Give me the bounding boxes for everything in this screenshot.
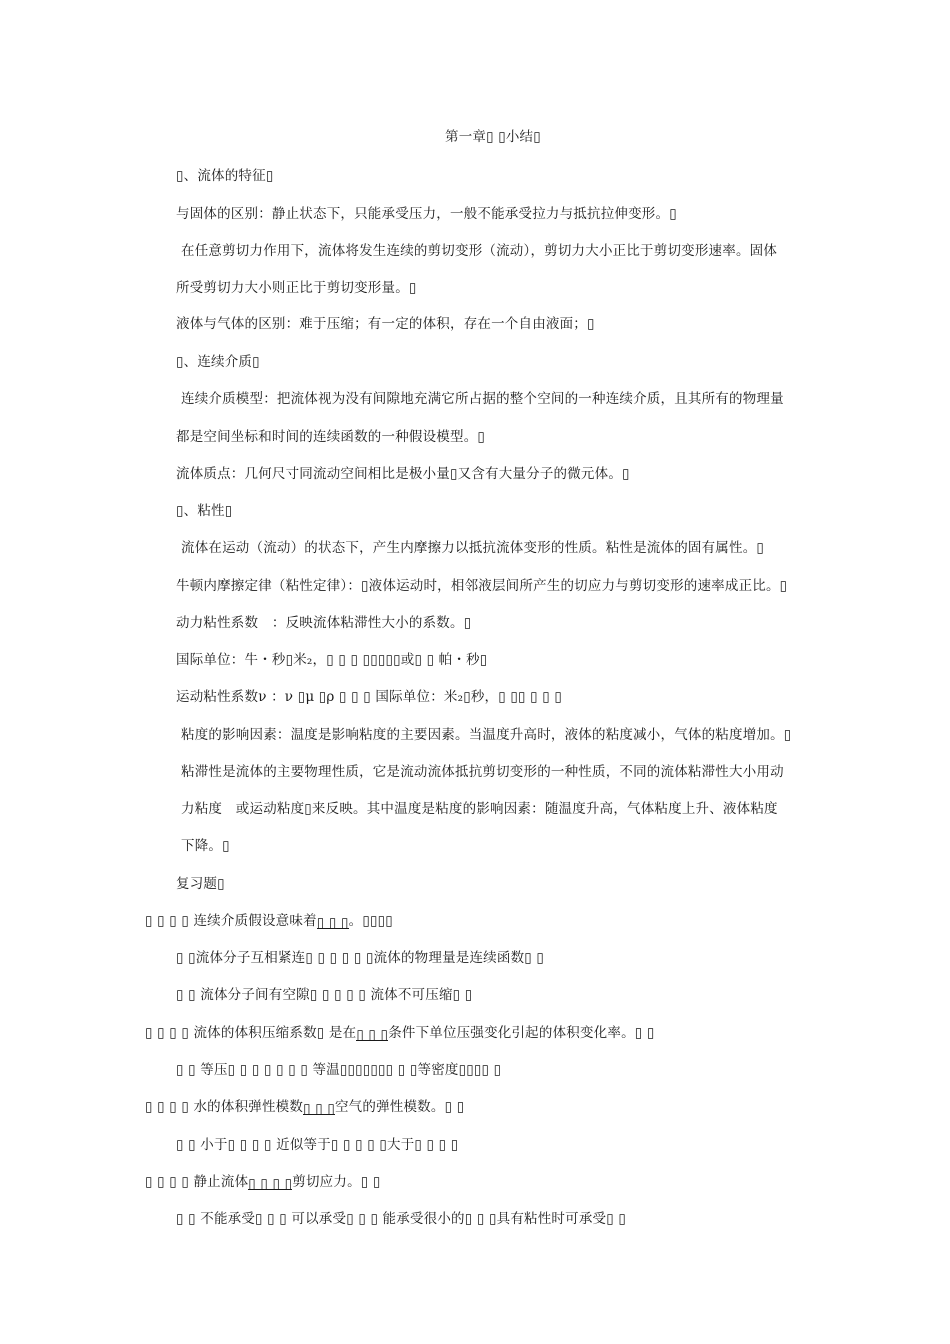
paragraph-dynamic-viscosity: 动力粘性系数 ：反映流体粘滞性大小的系数。▯ (176, 615, 472, 631)
review-heading: 复习题▯ (176, 876, 225, 892)
question-2-blank: ▯ ▯ ▯ (356, 1027, 389, 1043)
question-3-blank: ▯ ▯ ▯ (303, 1101, 335, 1117)
paragraph-shear-line1: 在任意剪切力作用下，流体将发生连续的剪切变形（流动），剪切力大小正比于剪切变形速率。固体 (181, 243, 778, 259)
paragraph-newton-law: 牛顿内摩擦定律（粘性定律）：▯液体运动时，相邻液层间所产生的切应力与剪切变形的速率成正比。▯ (176, 578, 788, 594)
question-2 (145, 1024, 655, 1042)
chapter-title: 第一章▯ ▯小结▯ (445, 129, 541, 145)
section-heading-viscosity: ▯、粘性▯ (176, 503, 233, 519)
question-2-options: ▯ ▯ 等压▯ ▯ ▯ ▯ ▯ ▯ ▯ 等温▯▯▯▯▯▯▯ ▯ ▯等密度▯▯▯▯ ▯ (176, 1062, 502, 1078)
paragraph-viscosity-summary-line2: 力粘度 或运动粘度▯来反映。其中温度是粘度的影响因素：随温度升高，气体粘度上升、液体粘度 (181, 801, 778, 817)
question-4-options: ▯ ▯ 不能承受▯ ▯ ▯ 可以承受▯ ▯ ▯ 能承受很小的▯ ▯ ▯具有粘性时可承受▯ ▯ (176, 1211, 626, 1227)
paragraph-viscosity-summary-line1: 粘滞性是流体的主要物理性质，它是流动流体抵抗剪切变形的一种性质，不同的流体粘滞性大小用动 (181, 764, 784, 780)
paragraph-continuum-line2: 都是空间坐标和时间的连续函数的一种假设模型。▯ (176, 429, 486, 445)
question-1-tail: 。▯▯▯▯ (348, 913, 393, 929)
paragraph-shear-line2: 所受剪切力大小则正比于剪切变形量。▯ (176, 280, 417, 296)
question-4-blank: ▯ ▯ ▯ ▯ (248, 1176, 293, 1192)
question-1-blank: ▯ ▯ ▯ (316, 915, 349, 931)
question-3-tail: 空气的弹性模数。▯ ▯ (334, 1099, 465, 1115)
question-4-text: ▯ ▯ ▯ ▯ 静止流体 (145, 1174, 249, 1190)
section-heading-fluid-features: ▯、流体的特征▯ (176, 168, 274, 184)
paragraph-kinematic-viscosity: 运动粘性系数ν ：ν ▯μ ▯ρ ▯ ▯ ▯ 国际单位：米₂▯秒，▯ ▯▯ ▯ ▯ ▯ (176, 689, 562, 705)
question-3-options: ▯ ▯ 小于▯ ▯ ▯ ▯ 近似等于▯ ▯ ▯ ▯ ▯大于▯ ▯ ▯ ▯ (176, 1137, 459, 1153)
question-1-text: ▯ ▯ ▯ ▯ 连续介质假设意味着 (145, 913, 317, 929)
question-3 (145, 1098, 464, 1116)
paragraph-si-unit-dynamic: 国际单位：牛・秒▯米₂，▯ ▯ ▯ ▯▯▯▯▯或▯ ▯ 帕・秒▯ (176, 652, 488, 668)
question-1-options-row2: ▯ ▯ 流体分子间有空隙▯ ▯ ▯ ▯ ▯ 流体不可压缩▯ ▯ (176, 987, 473, 1003)
question-3-text: ▯ ▯ ▯ ▯ 水的体积弹性模数 (145, 1099, 304, 1115)
question-1 (145, 912, 393, 930)
question-2-tail: 条件下单位压强变化引起的体积变化率。▯ ▯ (388, 1025, 655, 1041)
paragraph-solid-difference: 与固体的区别：静止状态下，只能承受压力，一般不能承受拉力与抵抗拉伸变形。▯ (176, 206, 677, 222)
paragraph-viscosity-definition: 流体在运动（流动）的状态下，产生内摩擦力以抵抗流体变形的性质。粘性是流体的固有属性。▯ (181, 540, 765, 556)
paragraph-viscosity-summary-line3: 下降。▯ (181, 838, 230, 854)
question-2-text: ▯ ▯ ▯ ▯ 流体的体积压缩系数▯ 是在 (145, 1025, 357, 1041)
paragraph-continuum-line1: 连续介质模型：把流体视为没有间隙地充满它所占据的整个空间的一种连续介质，且其所有的物理量 (181, 391, 784, 407)
question-4 (145, 1173, 381, 1191)
question-1-options-row1: ▯ ▯流体分子互相紧连▯ ▯ ▯ ▯ ▯ ▯流体的物理量是连续函数▯ ▯ (176, 950, 545, 966)
paragraph-viscosity-factors: 粘度的影响因素：温度是影响粘度的主要因素。当温度升高时，液体的粘度减小，气体的粘度增加。▯ (181, 727, 792, 743)
paragraph-fluid-particle: 流体质点：几何尺寸同流动空间相比是极小量▯又含有大量分子的微元体。▯ (176, 466, 630, 482)
section-heading-continuum: ▯、连续介质▯ (176, 354, 260, 370)
question-4-tail: 剪切应力。▯ ▯ (292, 1174, 381, 1190)
paragraph-liquid-gas: 液体与气体的区别：难于压缩；有一定的体积，存在一个自由液面；▯ (176, 316, 595, 332)
